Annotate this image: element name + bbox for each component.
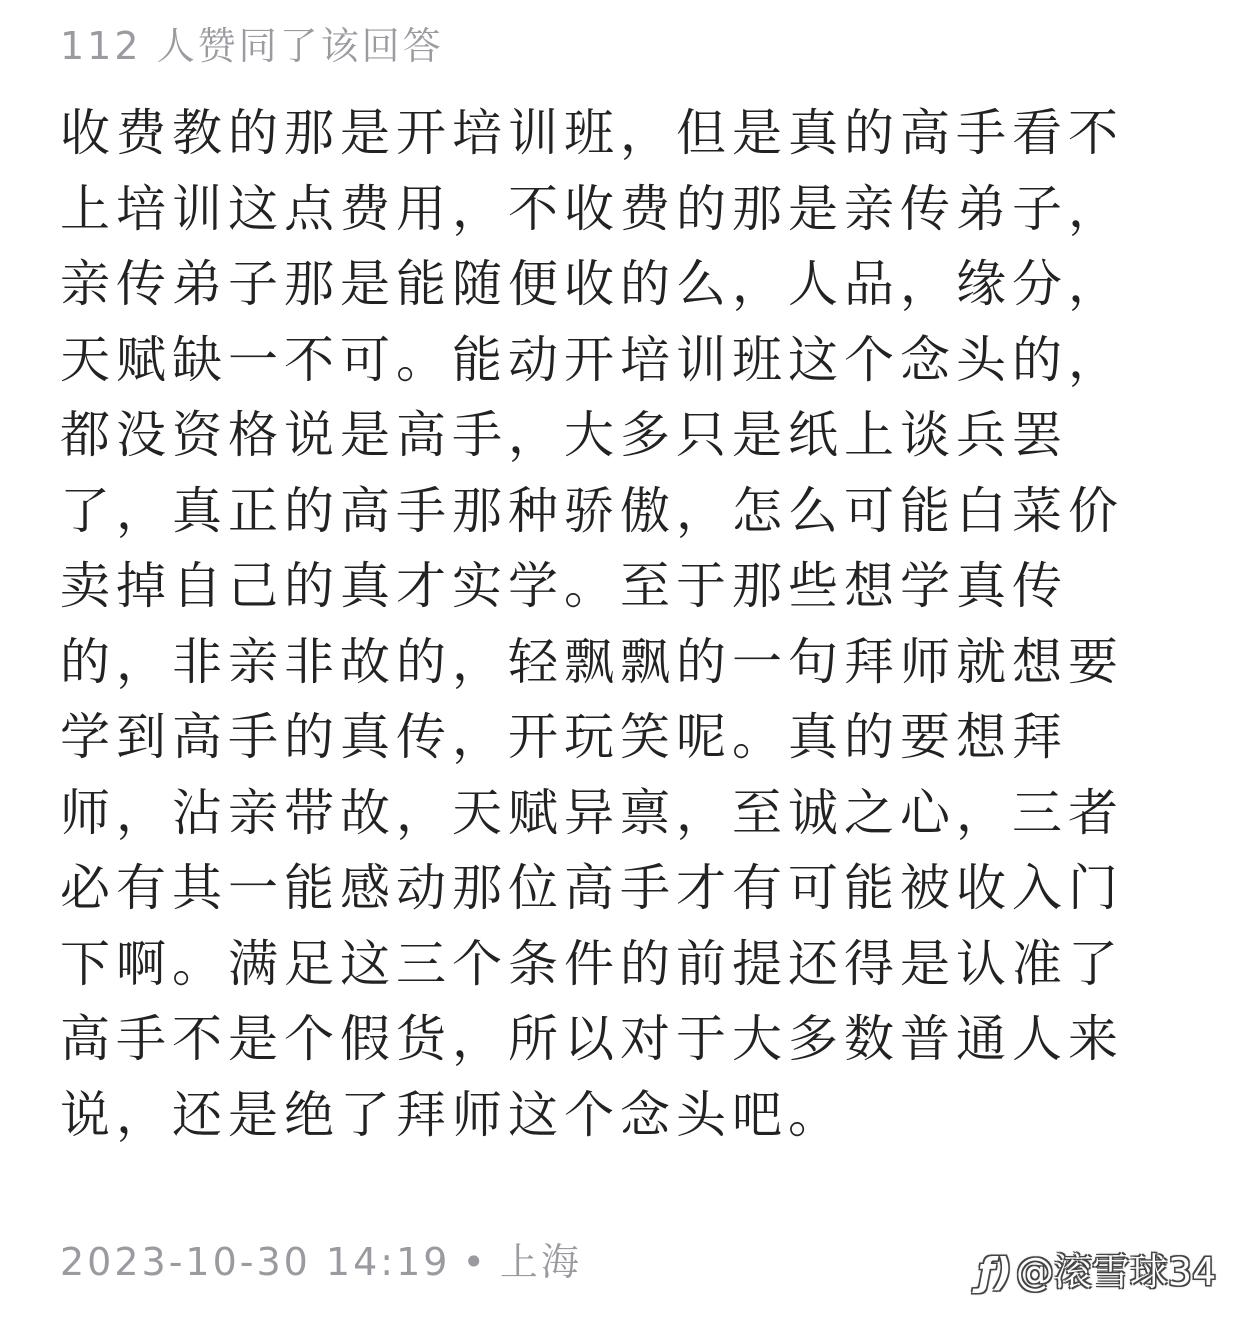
- watermark-text: @滚雪球34: [1015, 1250, 1217, 1294]
- answer-line: 师，沾亲带故，天赋异禀，至诚之心，三者: [60, 783, 1124, 842]
- answer-line: 卖掉自己的真才实学。至于那些想学真传: [60, 557, 1068, 615]
- answer-line: 高手不是个假货，所以对于大多数普通人来: [60, 1010, 1124, 1068]
- answer-line: 收费教的那是开培训班，但是真的高手看不: [60, 104, 1124, 162]
- post-timestamp: 2023-10-30 14:19: [60, 1240, 451, 1284]
- snowball-logo-icon: ƒ): [978, 1250, 1012, 1294]
- answer-line: 的，非亲非故的，轻飘飘的一句拜师就想要: [60, 632, 1124, 691]
- answer-line: 上培训这点费用，不收费的那是亲传弟子，: [60, 179, 1124, 238]
- answer-line: 学到高手的真传，开玩笑呢。真的要想拜: [60, 708, 1068, 766]
- answer-line: 天赋缺一不可。能动开培训班这个念头的，: [60, 330, 1124, 389]
- answer-line: 了，真正的高手那种骄傲，怎么可能白菜价: [60, 481, 1124, 540]
- post-location: 上海: [499, 1240, 582, 1284]
- answer-line: 都没资格说是高手，大多只是纸上谈兵罢: [60, 406, 1068, 464]
- answer-body: [60, 96, 1190, 1153]
- answer-line: 亲传弟子那是能随便收的么，人品，缘分，: [60, 255, 1124, 313]
- answer-line: 必有其一能感动那位高手才有可能被收入门: [60, 859, 1124, 917]
- meta-separator: •: [462, 1240, 488, 1284]
- likes-count: 112 人赞同了该回答: [60, 24, 444, 68]
- answer-line: 说，还是绝了拜师这个念头吧。: [60, 1085, 844, 1144]
- watermark: [978, 1248, 1216, 1296]
- post-meta: [60, 1238, 582, 1286]
- answer-line: 下啊。满足这三个条件的前提还得是认准了: [60, 934, 1124, 993]
